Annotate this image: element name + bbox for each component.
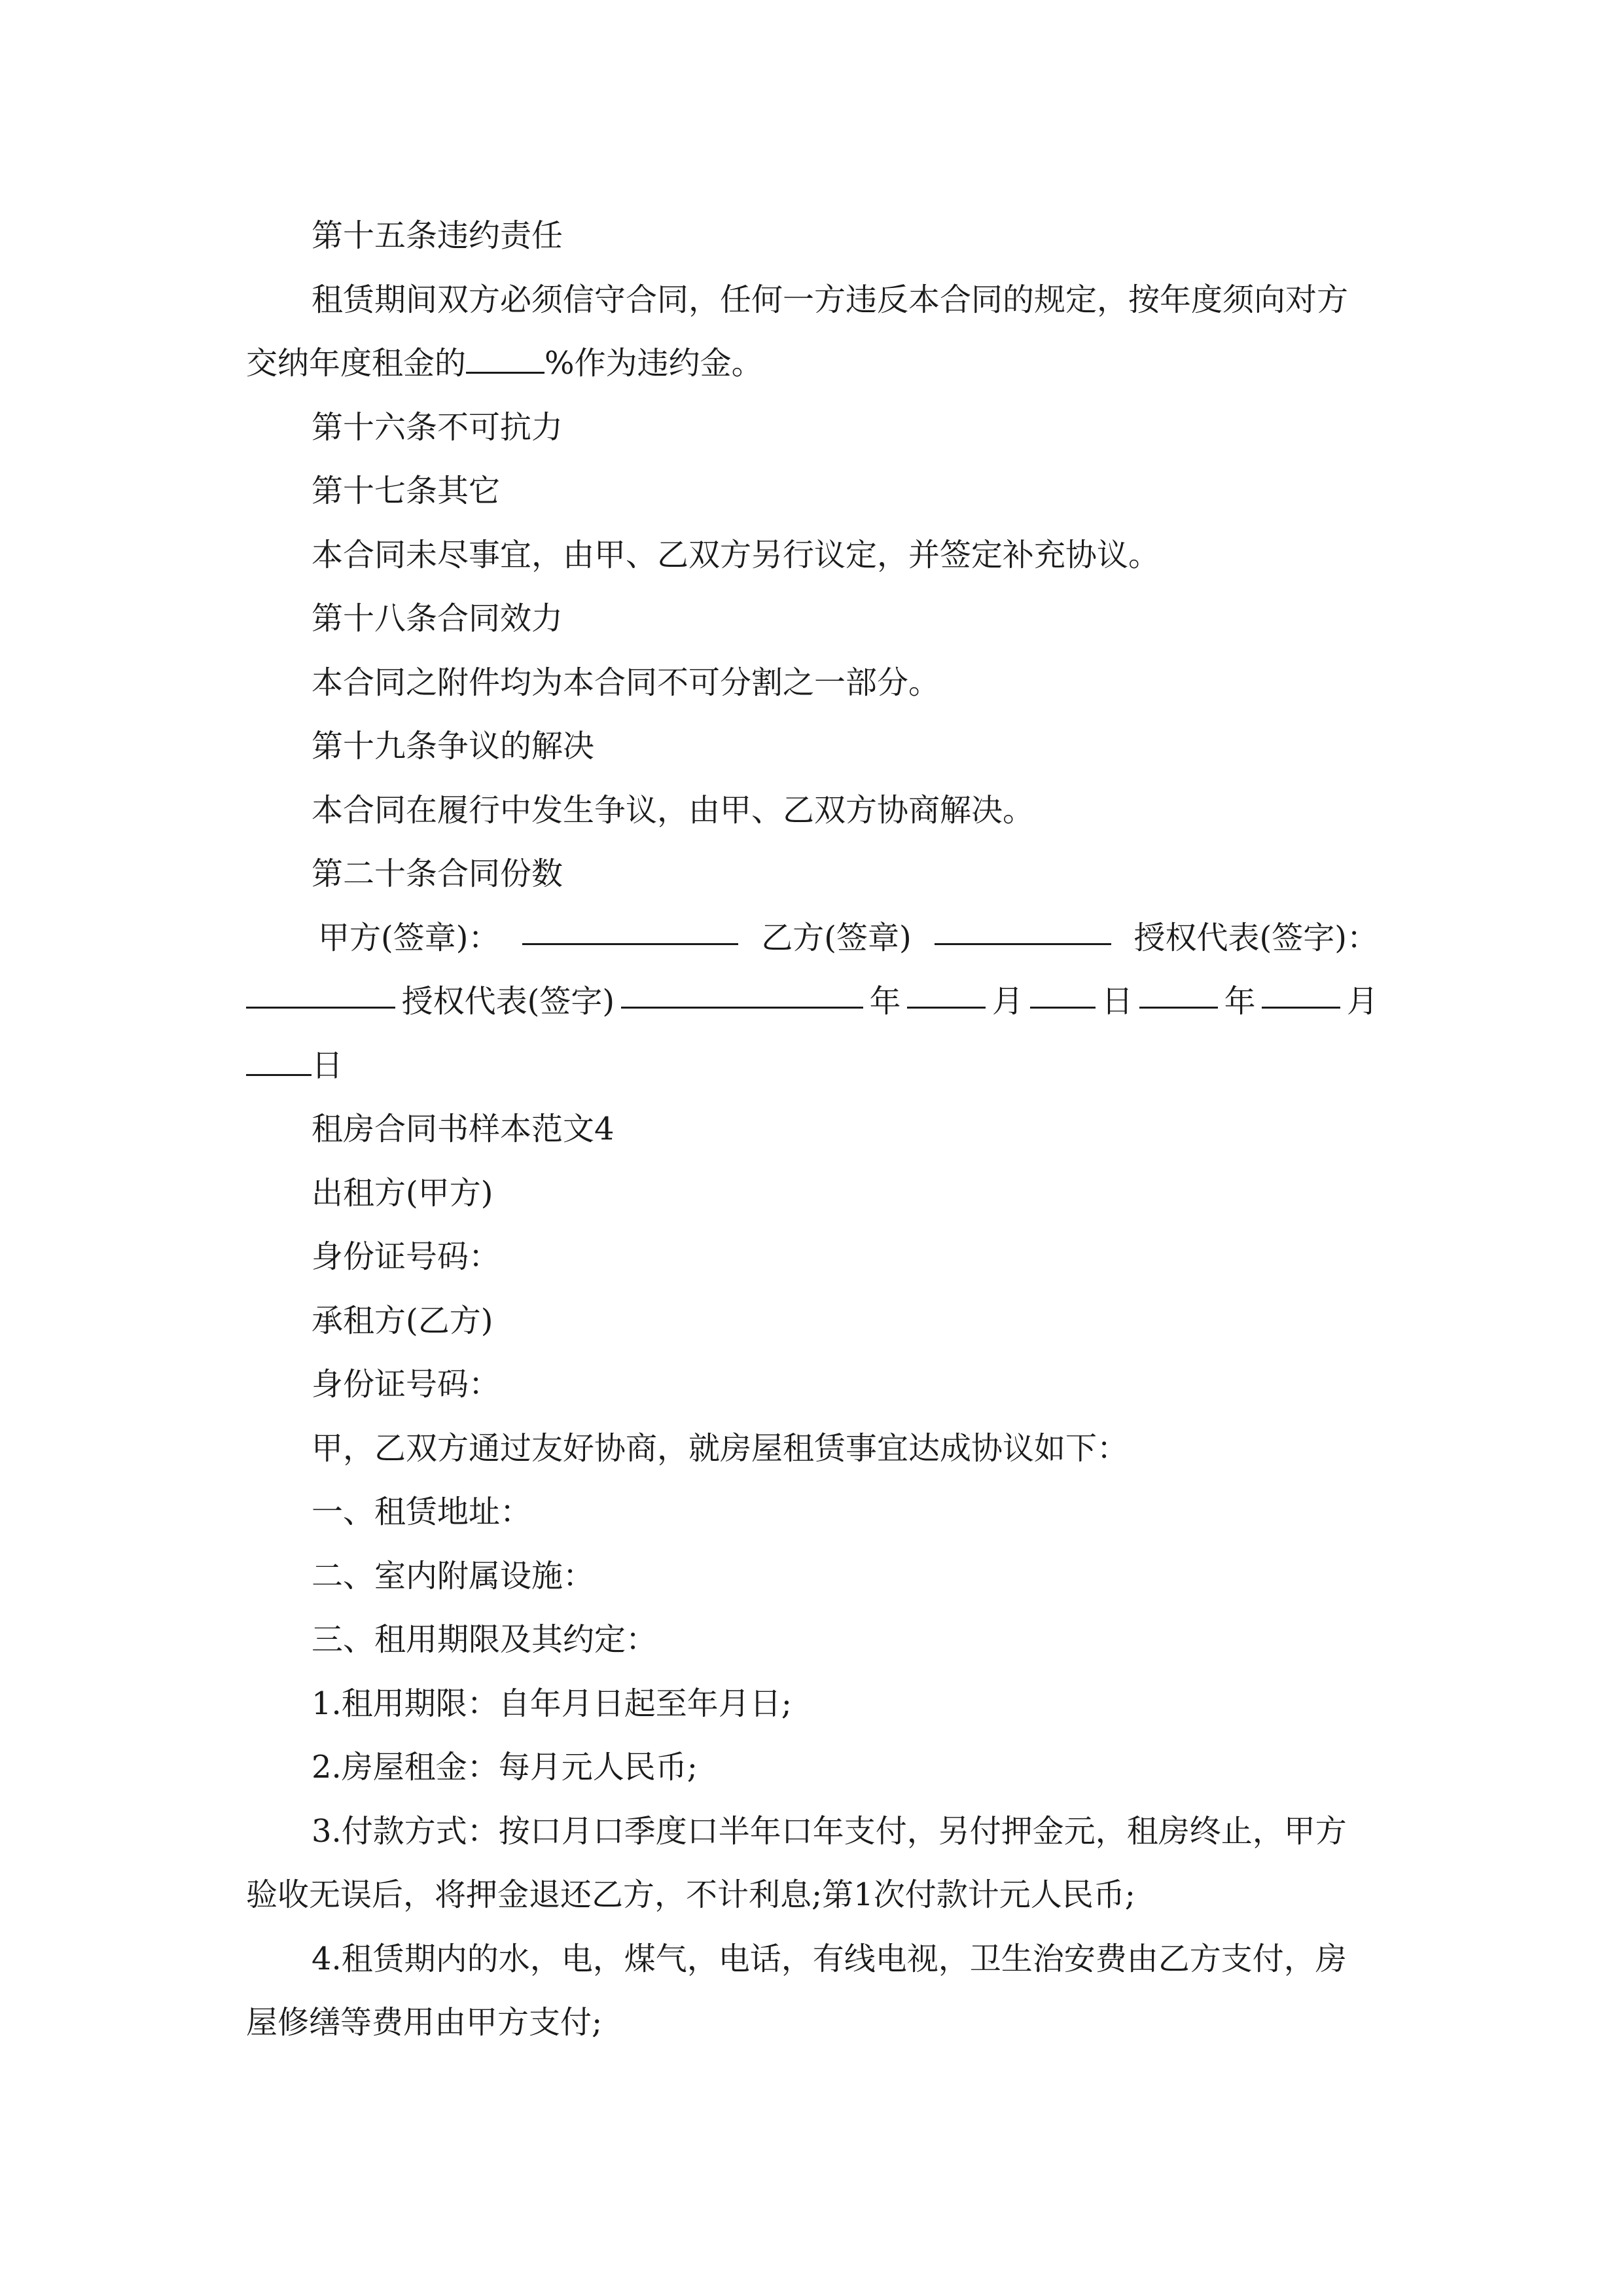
rep-sign-label-2: 授权代表(签字) [401, 983, 615, 1020]
lessee-label: 承租方(乙方) [312, 1302, 493, 1339]
article-17-title: 第十七条其它 [312, 473, 501, 509]
clause-3-payment-line-2: 验收无误后，将押金退还乙方，不计利息;第1次付款计元人民币; [246, 1876, 1135, 1913]
penalty-percent-blank [466, 335, 544, 374]
clause-4-fees-line-1: 4.租赁期内的水，电，煤气，电话，有线电视，卫生治安费由乙方支付，房 [312, 1940, 1347, 1977]
rep-1-blank [246, 970, 395, 1009]
article-19-title: 第十九条争议的解决 [312, 728, 595, 764]
month-blank-2 [1262, 970, 1340, 1009]
clause-3-payment-line-1: 3.付款方式：按口月口季度口半年口年支付，另付押金元，租房终止，甲方 [312, 1812, 1347, 1850]
item-3-term: 三、租用期限及其约定： [312, 1621, 658, 1658]
article-20-title: 第二十条合同份数 [312, 855, 563, 892]
rep-sign-label-1: 授权代表(签字)： [1133, 919, 1378, 956]
item-1-address: 一、租赁地址： [312, 1494, 532, 1530]
rep-2-blank [621, 970, 863, 1009]
article-15-body-line-1: 租赁期间双方必须信守合同，任何一方违反本合同的规定，按年度须向对方 [312, 281, 1349, 318]
signature-line-1 [246, 906, 1378, 971]
article-19-body: 本合同在履行中发生争议，由甲、乙双方协商解决。 [312, 791, 1035, 829]
day-blank-1 [1030, 970, 1096, 1009]
article-16-title: 第十六条不可抗力 [312, 408, 563, 446]
article-15-body-prefix: 交纳年度租金的 [246, 345, 467, 382]
clause-2-rent: 2.房屋租金：每月元人民币; [312, 1749, 698, 1785]
signature-line-2 [246, 970, 1378, 1034]
clause-1-term: 1.租用期限：自年月日起至年月日; [312, 1685, 792, 1722]
party-a-sign-label: 甲方(签章)： [318, 919, 500, 956]
day-blank-2 [246, 1037, 312, 1076]
article-15-body-line-2 [246, 332, 1378, 396]
article-18-title: 第十八条合同效力 [312, 600, 563, 637]
article-17-body: 本合同未尽事宜，由甲、乙双方另行议定，并签定补充协议。 [312, 536, 1160, 573]
clause-4-fees-line-2: 屋修缮等费用由甲方支付; [246, 2004, 603, 2041]
year-label-2: 年 [1224, 983, 1256, 1020]
month-label-1: 月 [991, 983, 1024, 1020]
document-content [246, 204, 1378, 2055]
lessor-id-label: 身份证号码： [312, 1238, 501, 1275]
party-b-sign-blank [935, 906, 1111, 945]
month-label-2: 月 [1346, 983, 1378, 1020]
sample-4-title: 租房合同书样本范文4 [312, 1111, 615, 1147]
agreement-intro: 甲，乙双方通过友好协商，就房屋租赁事宜达成协议如下： [312, 1429, 1129, 1467]
day-label-1: 日 [1101, 983, 1133, 1020]
article-15-body-suffix: %作为违约金。 [544, 345, 763, 382]
month-blank-1 [907, 970, 986, 1009]
lessor-label: 出租方(甲方) [312, 1174, 493, 1211]
party-b-sign-label: 乙方(签章) [761, 919, 912, 956]
article-18-body: 本合同之附件均为本合同不可分割之一部分。 [312, 664, 940, 701]
item-2-facilities: 二、室内附属设施： [312, 1557, 595, 1594]
article-15-title: 第十五条违约责任 [312, 217, 563, 254]
lessee-id-label: 身份证号码： [312, 1366, 501, 1403]
party-a-sign-blank [522, 906, 738, 945]
signature-line-3 [246, 1034, 1378, 1098]
year-label-1: 年 [869, 983, 901, 1020]
day-label-2: 日 [312, 1047, 344, 1084]
year-blank-2 [1139, 970, 1218, 1009]
